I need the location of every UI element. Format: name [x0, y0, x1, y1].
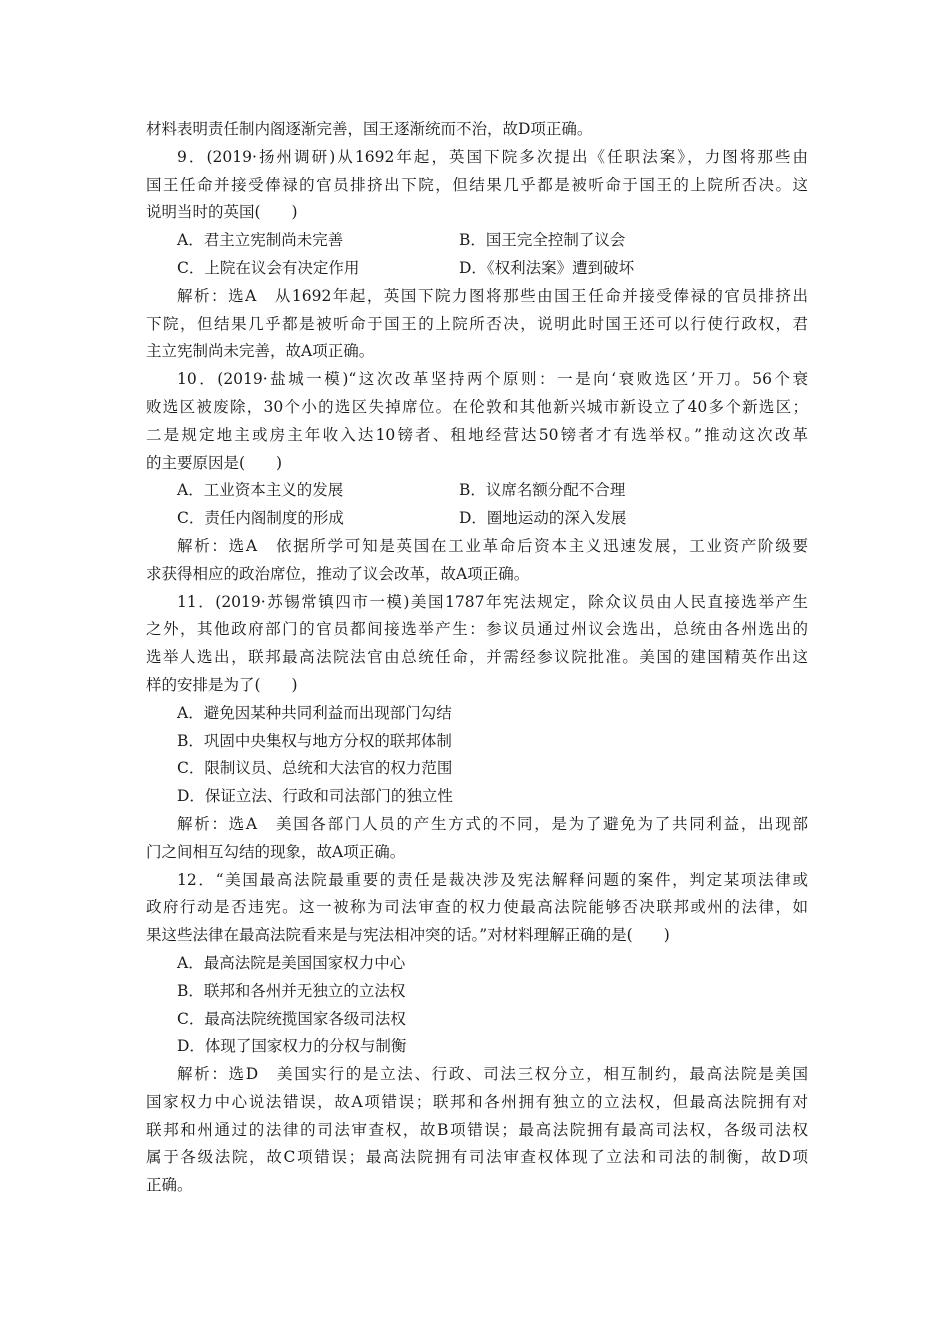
q10-stem-line: 败选区被废除，30个小的选区失掉席位。在伦敦和其他新兴城市新设立了40多个新选区；	[146, 397, 808, 416]
q10-option-b: B．议席名额分配不合理	[459, 481, 626, 500]
q9-stem-line: 说明当时的英国( )	[146, 203, 298, 222]
q10-option-a: A．工业资本主义的发展	[177, 481, 344, 500]
q9-options-row	[146, 227, 808, 255]
intro-line: 材料表明责任制内阁逐渐完善，国王逐渐统而不治，故D项正确。	[146, 120, 593, 138]
q12-analysis-line: 联邦和州通过的法律的司法审查权，故B项错误；最高法院拥有最高司法权，各级司法权	[146, 1120, 808, 1139]
q11-analysis-line: 解析：选A 美国各部门人员的产生方式的不同，是为了避免为了共同利益，出现部	[177, 814, 808, 833]
q9-options-row	[146, 255, 808, 283]
q11-stem-line: 之外，其他政府部门的官员都间接选举产生：参议员通过州议会选出，总统由各州选出的	[146, 620, 808, 639]
q11-option-b: B．巩固中央集权与地方分权的联邦体制	[177, 731, 452, 750]
question-9	[146, 144, 808, 366]
q9-analysis-line: 下院，但结果几乎都是被听命于国王的上院所否决，说明此时国王还可以行使行政权，君	[146, 314, 808, 333]
q12-stem-line: 12．“美国最高法院最重要的责任是裁决涉及宪法解释问题的案件，判定某项法律或	[177, 870, 808, 889]
q10-options-row	[146, 477, 808, 505]
q11-analysis-line: 门之间相互勾结的现象，故A项正确。	[146, 842, 406, 861]
q11-stem-line: 选举人选出，联邦最高法院法官由总统任命，并需经参议院批准。美国的建国精英作出这	[146, 648, 808, 667]
q9-stem-line: 9．(2019·扬州调研)从1692年起，英国下院多次提出《任职法案》，力图将那些由	[177, 147, 808, 166]
q10-analysis-line: 求获得相应的政治席位，推动了议会改革，故A项正确。	[146, 564, 530, 583]
q12-stem-line: 政府行动是否违宪。这一被称为司法审查的权力使最高法院能够否决联邦或州的法律，如	[146, 898, 808, 917]
q9-option-a: A．君主立宪制尚未完善	[177, 231, 344, 250]
q12-option-a: A．最高法院是美国国家权力中心	[177, 953, 406, 972]
q12-analysis-line: 国家权力中心说法错误，故A项错误；联邦和各州拥有独立的立法权，但最高法院拥有对	[146, 1092, 808, 1111]
q12-analysis-line: 正确。	[146, 1176, 193, 1195]
q10-option-c: C．责任内阁制度的形成	[177, 509, 344, 528]
q12-option-b: B．联邦和各州并无独立的立法权	[177, 981, 406, 1000]
document-page	[146, 116, 808, 1200]
question-10	[146, 366, 808, 588]
q12-analysis-line: 属于各级法院，故C项错误；最高法院拥有司法审查权体现了立法和司法的制衡，故D项	[146, 1148, 808, 1167]
q10-option-d: D．圈地运动的深入发展	[459, 509, 627, 528]
q11-option-d: D．保证立法、行政和司法部门的独立性	[177, 787, 453, 806]
q10-analysis-line: 解析：选A 依据所学可知是英国在工业革命后资本主义迅速发展，工业资产阶级要	[177, 536, 808, 555]
q12-option-d: D．体现了国家权力的分权与制衡	[177, 1037, 407, 1056]
q11-stem-line: 11．(2019·苏锡常镇四市一模)美国1787年宪法规定，除众议员由人民直接选举产生	[177, 592, 808, 611]
q10-stem-line: 10．(2019·盐城一模)“这次改革坚持两个原则：一是向‘衰败选区’开刀。56个衰	[177, 370, 808, 389]
q12-stem-line: 果这些法律在最高法院看来是与宪法相冲突的话。”对材料理解正确的是( )	[146, 926, 670, 945]
q10-stem-line: 的主要原因是( )	[146, 453, 283, 472]
q9-analysis-line: 主立宪制尚未完善，故A项正确。	[146, 342, 375, 361]
q9-option-c: C．上院在议会有决定作用	[177, 258, 360, 277]
question-11	[146, 589, 808, 867]
q9-stem-line: 国王任命并接受俸禄的官员排挤出下院，但结果几乎都是被听命于国王的上院所否决。这	[146, 175, 808, 194]
q9-option-b: B．国王完全控制了议会	[459, 231, 626, 250]
q9-option-d: D．《权利法案》遭到破坏	[459, 258, 635, 277]
q10-stem-line: 二是规定地主或房主年收入达10镑者、租地经营达50镑者才有选举权。”推动这次改革	[146, 425, 808, 444]
q9-analysis-line: 解析：选A 从1692年起，英国下院力图将那些由国王任命并接受俸禄的官员排挤出	[177, 286, 808, 305]
q11-option-c: C．限制议员、总统和大法官的权力范围	[177, 759, 453, 778]
q12-analysis-line: 解析：选D 美国实行的是立法、行政、司法三权分立，相互制约，最高法院是美国	[177, 1065, 808, 1084]
q11-option-a: A．避免因某种共同利益而出现部门勾结	[177, 703, 452, 722]
question-12	[146, 867, 808, 1201]
q12-option-c: C．最高法院统揽国家各级司法权	[177, 1009, 406, 1028]
q11-stem-line: 样的安排是为了( )	[146, 675, 298, 694]
q10-options-row	[146, 505, 808, 533]
